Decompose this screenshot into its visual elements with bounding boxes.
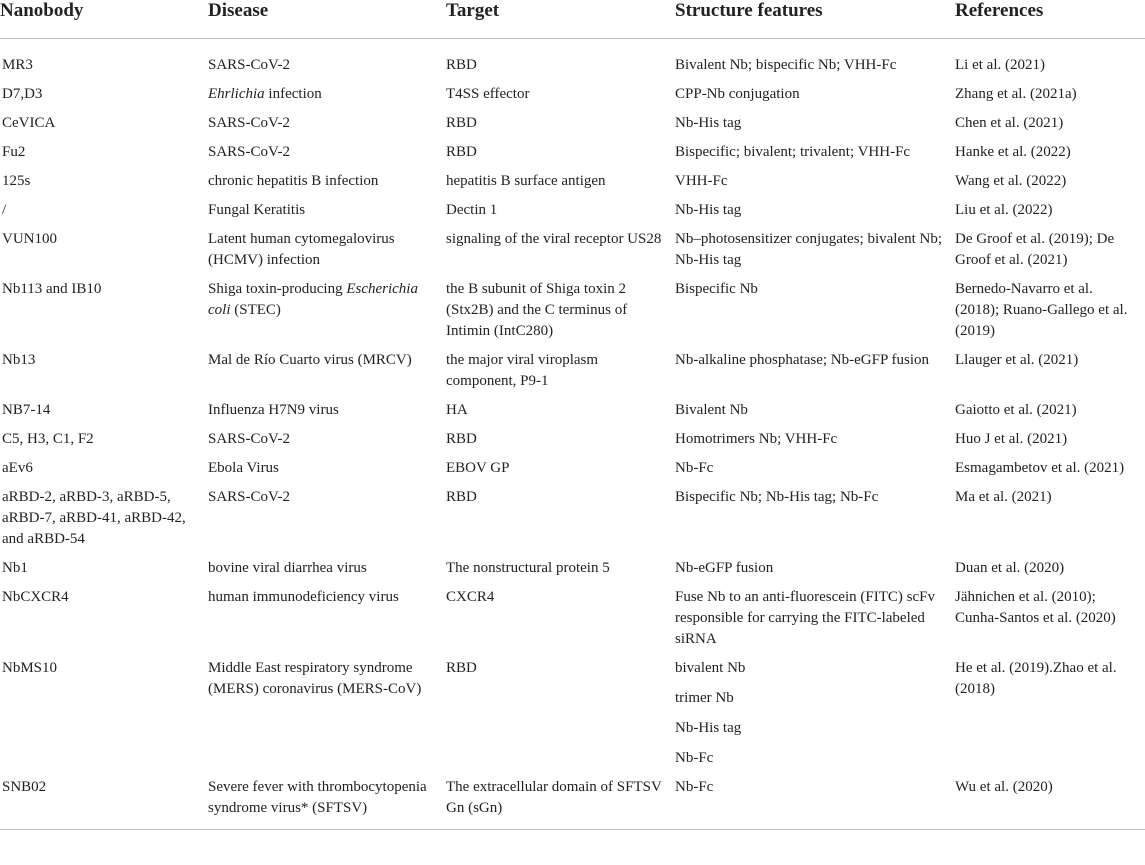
- cell-references: Gaiotto et al. (2021): [955, 402, 1077, 418]
- cell-disease: [208, 138, 446, 167]
- cell-nanobody: NB7-14: [2, 402, 51, 418]
- table-row: [0, 454, 1145, 483]
- cell-structure-features: [675, 346, 955, 396]
- structure-feature: Nb-Fc: [675, 750, 714, 766]
- disease-text: Fungal Keratitis: [208, 202, 306, 218]
- table-body: [0, 39, 1145, 830]
- cell-target: the major viral viroplasm component, P9-1: [446, 352, 599, 389]
- structure-feature: Nb-His tag: [675, 202, 742, 218]
- cell-target: EBOV GP: [446, 460, 510, 476]
- cell-target: CXCR4: [446, 589, 495, 605]
- cell-structure-features: [675, 654, 955, 773]
- disease-text: SARS-CoV-2: [208, 431, 290, 447]
- cell-target: RBD: [446, 660, 477, 676]
- cell-references: Hanke et al. (2022): [955, 144, 1071, 160]
- table-row: [0, 396, 1145, 425]
- table-row: [0, 583, 1145, 654]
- cell-structure-features: [675, 225, 955, 275]
- cell-disease: [208, 773, 446, 830]
- disease-text: (STEC): [230, 302, 281, 318]
- cell-references: Wang et al. (2022): [955, 173, 1067, 189]
- structure-feature: Nb-eGFP fusion: [675, 560, 774, 576]
- cell-references: Bernedo-Navarro et al. (2018); Ruano-Gallego et al. (2019): [955, 281, 1128, 339]
- table-row: [0, 425, 1145, 454]
- structure-feature: Bivalent Nb: [675, 402, 748, 418]
- structure-feature: bivalent Nb: [675, 660, 746, 676]
- cell-disease: [208, 483, 446, 554]
- structure-feature: Homotrimers Nb; VHH-Fc: [675, 431, 838, 447]
- structure-feature: Nb-His tag: [675, 720, 742, 736]
- cell-disease: [208, 80, 446, 109]
- cell-references: Li et al. (2021): [955, 57, 1045, 73]
- cell-references: De Groof et al. (2019); De Groof et al. (2021): [955, 231, 1115, 268]
- cell-nanobody: C5, H3, C1, F2: [2, 431, 94, 447]
- cell-target: T4SS effector: [446, 86, 530, 102]
- structure-feature: Nb-Fc: [675, 779, 714, 795]
- cell-target: RBD: [446, 144, 477, 160]
- structure-feature: Bispecific; bivalent; trivalent; VHH-Fc: [675, 144, 911, 160]
- cell-references: Chen et al. (2021): [955, 115, 1064, 131]
- cell-structure-features: [675, 583, 955, 654]
- cell-structure-features: [675, 80, 955, 109]
- table-row: [0, 109, 1145, 138]
- cell-disease: [208, 109, 446, 138]
- cell-structure-features: [675, 109, 955, 138]
- cell-references: Ma et al. (2021): [955, 489, 1052, 505]
- cell-target: hepatitis B surface antigen: [446, 173, 606, 189]
- header-row: [0, 0, 1145, 39]
- cell-references: Liu et al. (2022): [955, 202, 1053, 218]
- structure-feature: Fuse Nb to an anti-fluorescein (FITC) scFv responsible for carrying the FITC-labeled siRNA: [675, 589, 935, 647]
- header-disease: Disease: [208, 0, 446, 39]
- header-nanobody: Nanobody: [0, 0, 208, 39]
- cell-nanobody: Nb13: [2, 352, 36, 368]
- cell-nanobody: D7,D3: [2, 86, 43, 102]
- disease-text: infection: [264, 86, 322, 102]
- structure-feature: CPP-Nb conjugation: [675, 86, 800, 102]
- disease-text: human immunodeficiency virus: [208, 589, 399, 605]
- cell-disease: [208, 225, 446, 275]
- disease-text: Severe fever with thrombocytopenia syndrome virus* (SFTSV): [208, 779, 427, 816]
- structure-feature: Bispecific Nb: [675, 281, 758, 297]
- cell-target: signaling of the viral receptor US28: [446, 231, 662, 247]
- disease-text: SARS-CoV-2: [208, 489, 290, 505]
- cell-references: Huo J et al. (2021): [955, 431, 1068, 447]
- cell-structure-features: [675, 554, 955, 583]
- header-structure-features: Structure features: [675, 0, 955, 39]
- structure-feature: Bivalent Nb; bispecific Nb; VHH-Fc: [675, 57, 897, 73]
- cell-structure-features: [675, 425, 955, 454]
- cell-structure-features: [675, 454, 955, 483]
- cell-references: Esmagambetov et al. (2021): [955, 460, 1125, 476]
- cell-disease: [208, 554, 446, 583]
- cell-references: Llauger et al. (2021): [955, 352, 1079, 368]
- cell-target: RBD: [446, 489, 477, 505]
- table-row: [0, 346, 1145, 396]
- cell-structure-features: [675, 167, 955, 196]
- cell-nanobody: 125s: [2, 173, 31, 189]
- cell-target: the B subunit of Shiga toxin 2 (Stx2B) and the C terminus of Intimin (IntC280): [446, 281, 628, 339]
- cell-nanobody: Fu2: [2, 144, 26, 160]
- cell-disease: [208, 396, 446, 425]
- cell-nanobody: aRBD-2, aRBD-3, aRBD-5, aRBD-7, aRBD-41, aRBD-42, and aRBD-54: [2, 489, 186, 547]
- cell-nanobody: MR3: [2, 57, 33, 73]
- structure-feature: trimer Nb: [675, 690, 734, 706]
- cell-nanobody: Nb113 and IB10: [2, 281, 102, 297]
- disease-text-pre: Shiga toxin-producing: [208, 281, 347, 297]
- cell-nanobody: /: [2, 202, 7, 218]
- table-row: [0, 483, 1145, 554]
- cell-disease: [208, 454, 446, 483]
- table-row: [0, 39, 1145, 81]
- cell-structure-features: [675, 39, 955, 81]
- cell-structure-features: [675, 773, 955, 830]
- table-row: [0, 773, 1145, 830]
- cell-references: Jähnichen et al. (2010); Cunha-Santos et al. (2020): [955, 589, 1116, 626]
- cell-disease: [208, 167, 446, 196]
- cell-structure-features: [675, 396, 955, 425]
- cell-disease: [208, 654, 446, 773]
- table-row: [0, 80, 1145, 109]
- cell-target: RBD: [446, 115, 477, 131]
- cell-nanobody: CeVICA: [2, 115, 56, 131]
- disease-text: Latent human cytomegalovirus (HCMV) infection: [208, 231, 395, 268]
- disease-text: Middle East respiratory syndrome (MERS) coronavirus (MERS-CoV): [208, 660, 422, 697]
- disease-text: SARS-CoV-2: [208, 144, 290, 160]
- cell-structure-features: [675, 483, 955, 554]
- cell-disease: [208, 39, 446, 81]
- cell-disease: [208, 425, 446, 454]
- table-row: [0, 275, 1145, 346]
- cell-target: RBD: [446, 57, 477, 73]
- disease-text: SARS-CoV-2: [208, 57, 290, 73]
- cell-disease: [208, 346, 446, 396]
- cell-disease: [208, 275, 446, 346]
- structure-feature: VHH-Fc: [675, 173, 728, 189]
- cell-references: He et al. (2019).Zhao et al. (2018): [955, 660, 1117, 697]
- disease-text: SARS-CoV-2: [208, 115, 290, 131]
- disease-organism: Ehrlichia: [208, 86, 265, 102]
- header-target: Target: [446, 0, 675, 39]
- table-row: [0, 554, 1145, 583]
- cell-target: The nonstructural protein 5: [446, 560, 610, 576]
- structure-feature: Nb-His tag: [675, 115, 742, 131]
- table-row: [0, 654, 1145, 773]
- cell-disease: [208, 196, 446, 225]
- cell-nanobody: Nb1: [2, 560, 28, 576]
- disease-text: Mal de Río Cuarto virus (MRCV): [208, 352, 412, 368]
- cell-structure-features: [675, 138, 955, 167]
- table-row: [0, 167, 1145, 196]
- cell-target: Dectin 1: [446, 202, 498, 218]
- cell-structure-features: [675, 275, 955, 346]
- cell-target: HA: [446, 402, 468, 418]
- cell-target: RBD: [446, 431, 477, 447]
- cell-references: Duan et al. (2020): [955, 560, 1065, 576]
- cell-nanobody: aEv6: [2, 460, 33, 476]
- cell-nanobody: NbCXCR4: [2, 589, 69, 605]
- cell-target: The extracellular domain of SFTSV Gn (sGn): [446, 773, 675, 830]
- disease-text: chronic hepatitis B infection: [208, 173, 379, 189]
- structure-feature: Nb–photosensitizer conjugates; bivalent Nb; Nb-His tag: [675, 231, 943, 268]
- cell-structure-features: [675, 196, 955, 225]
- disease-organism: Escherichia coli: [208, 281, 418, 318]
- cell-nanobody: VUN100: [2, 231, 57, 247]
- cell-references: Wu et al. (2020): [955, 773, 1145, 830]
- table-row: [0, 138, 1145, 167]
- cell-nanobody: SNB02: [0, 773, 208, 830]
- cell-nanobody: NbMS10: [2, 660, 58, 676]
- structure-feature: Nb-Fc: [675, 460, 714, 476]
- header-references: References: [955, 0, 1145, 39]
- table-row: [0, 196, 1145, 225]
- cell-disease: [208, 583, 446, 654]
- structure-feature: Bispecific Nb; Nb-His tag; Nb-Fc: [675, 489, 879, 505]
- disease-text: bovine viral diarrhea virus: [208, 560, 367, 576]
- cell-references: Zhang et al. (2021a): [955, 86, 1077, 102]
- table-row: [0, 225, 1145, 275]
- structure-feature: Nb-alkaline phosphatase; Nb-eGFP fusion: [675, 352, 929, 368]
- disease-text: Influenza H7N9 virus: [208, 402, 339, 418]
- disease-text: Ebola Virus: [208, 460, 279, 476]
